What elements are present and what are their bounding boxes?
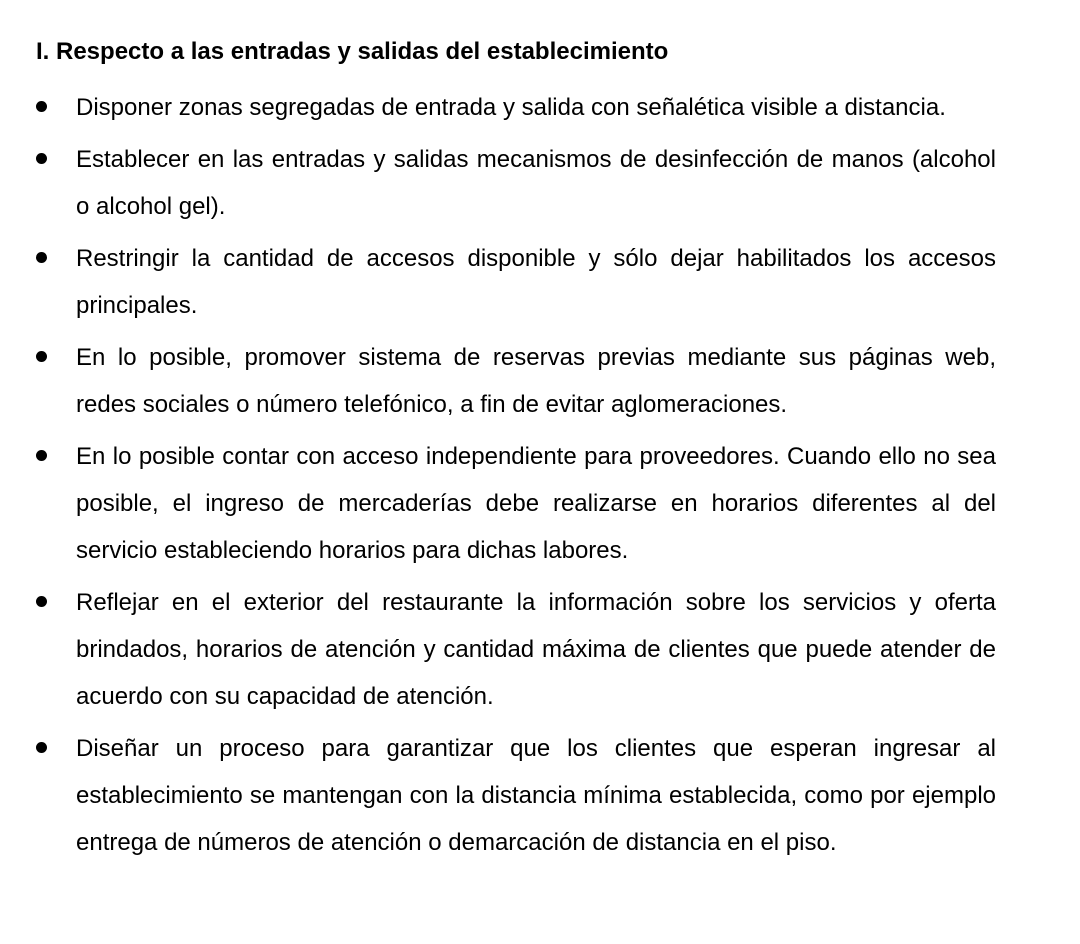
bullet-icon xyxy=(36,450,47,461)
bullet-icon xyxy=(36,351,47,362)
bullet-icon xyxy=(36,101,47,112)
list-item-text: Establecer en las entradas y salidas mecanismos de desinfección de manos (alcohol o alcohol gel). xyxy=(76,146,996,220)
list-item-text: En lo posible contar con acceso independiente para proveedores. Cuando ello no sea posible, el ingreso de mercaderías debe realizarse en horarios diferentes al del servicio estableciendo horarios para dichas labores. xyxy=(76,443,996,564)
bullet-icon xyxy=(36,252,47,263)
bullet-icon xyxy=(36,153,47,164)
bullet-list xyxy=(36,84,996,866)
bullet-icon xyxy=(36,742,47,753)
list-item-text: Diseñar un proceso para garantizar que los clientes que esperan ingresar al establecimiento se mantengan con la distancia mínima establecida, como por ejemplo entrega de números de atención o demarcación de distancia en el piso. xyxy=(76,735,996,856)
list-item xyxy=(36,334,996,428)
list-item-text: Disponer zonas segregadas de entrada y salida con señalética visible a distancia. xyxy=(76,94,946,121)
list-item-text: En lo posible, promover sistema de reservas previas mediante sus páginas web, redes sociales o número telefónico, a fin de evitar aglomeraciones. xyxy=(76,344,996,418)
list-item xyxy=(36,136,996,230)
list-item xyxy=(36,579,996,720)
list-item xyxy=(36,235,996,329)
bullet-icon xyxy=(36,596,47,607)
list-item xyxy=(36,84,996,131)
section-heading: I. Respecto a las entradas y salidas del establecimiento xyxy=(36,38,669,65)
list-item-text: Restringir la cantidad de accesos disponible y sólo dejar habilitados los accesos principales. xyxy=(76,245,996,319)
list-item xyxy=(36,725,996,866)
list-item-text: Reflejar en el exterior del restaurante la información sobre los servicios y oferta brindados, horarios de atención y cantidad máxima de clientes que puede atender de acuerdo con su capacidad de atención. xyxy=(76,589,996,710)
list-item xyxy=(36,433,996,574)
